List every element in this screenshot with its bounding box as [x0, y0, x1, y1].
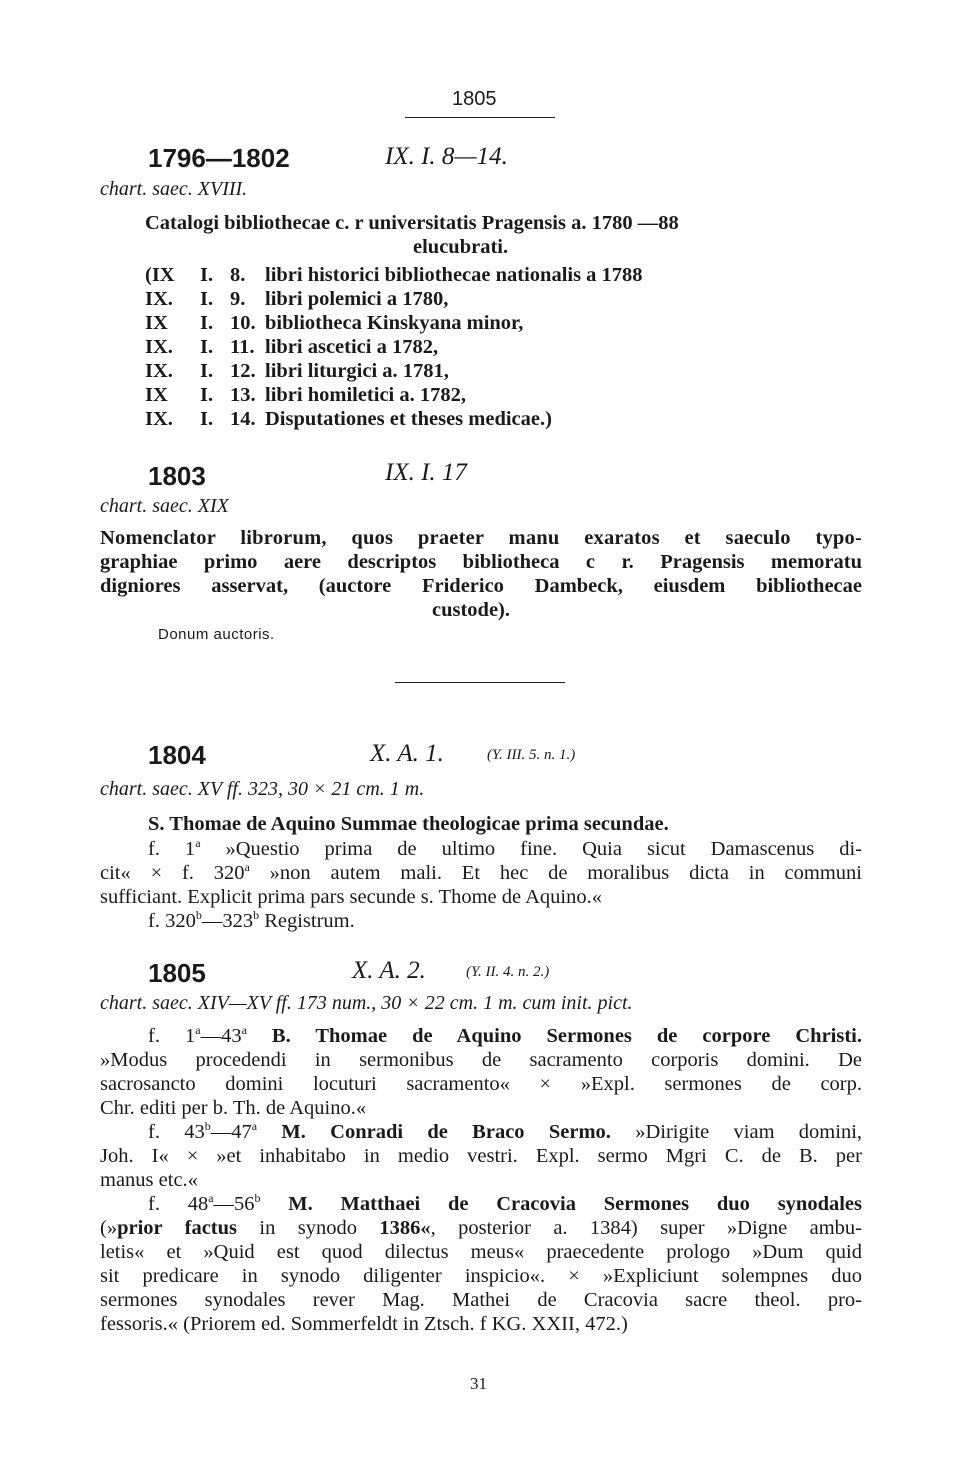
text-1805-b-head — [148, 1121, 862, 1144]
text-part: f. 43 — [148, 1121, 205, 1143]
text-1805-c-line5: sermones synodales rever Mag. Mathei de Cracovia sacre theol. pro- — [100, 1289, 862, 1311]
item-sig: IX. — [145, 360, 173, 382]
donum-note: Donum auctoris. — [158, 626, 275, 643]
text-bold: prior factus — [117, 1217, 238, 1239]
folio-sup: b — [253, 908, 260, 923]
title-1796-line2: elucubrati. — [413, 236, 509, 258]
text-bold: B. Thomae de Aquino Sermones de corpore Christi. — [246, 1025, 862, 1047]
shelfmark-1805: X. A. 2. — [352, 957, 426, 984]
item-num: 14. — [230, 408, 256, 430]
text-part: in synodo — [237, 1217, 380, 1239]
material-1805: chart. saec. XIV—XV ff. 173 num., 30 × 22 cm. 1 m. cum init. pict. — [100, 992, 633, 1014]
text-bold: M. Conradi de Braco Sermo. — [257, 1121, 611, 1143]
text-1805-c-line4: sit predicare in synodo diligenter inspicio«. × »Expliciunt solempnes duo — [100, 1265, 862, 1287]
folio-sup: a — [241, 1023, 247, 1038]
item-num: 13. — [230, 384, 256, 406]
text-1805-c-line3: letis« et »Quid est quod dilectus meus« praecedente prologo »Dum quid — [100, 1241, 862, 1263]
text-bold: 1386« — [379, 1217, 431, 1239]
text-part: Registrum. — [259, 910, 355, 932]
folio-sup: b — [254, 1191, 261, 1206]
text-1804-line1 — [148, 838, 862, 861]
text-part: (» — [100, 1217, 118, 1239]
catalog-item — [145, 360, 449, 383]
text-part: —43 — [200, 1025, 242, 1047]
folio-sup: a — [251, 1119, 258, 1134]
text-part: »Dirigite viam domini, — [610, 1121, 863, 1143]
item-num: 11. — [230, 336, 255, 358]
old-signature-1805: (Y. II. 4. n. 2.) — [466, 964, 550, 980]
item-num: 9. — [230, 288, 246, 310]
material-1803: chart. saec. XIX — [100, 495, 229, 517]
page-number: 31 — [470, 1374, 487, 1393]
old-signature-1804: (Y. III. 5. n. 1.) — [487, 747, 576, 763]
text-1805-c-line6: fessoris.« (Priorem ed. Sommerfeldt in Ztsch. f KG. XXII, 472.) — [100, 1313, 628, 1335]
entry-number-1804: 1804 — [148, 740, 206, 770]
text-part: —323 — [201, 910, 254, 932]
text-1804-line4 — [148, 910, 355, 933]
item-i: I. — [200, 336, 214, 358]
entry-number-1803: 1803 — [148, 461, 206, 491]
catalog-item — [145, 264, 643, 287]
item-sig: IX. — [145, 408, 173, 430]
item-sig: IX — [145, 312, 168, 334]
text-bold: M. Matthaei de Cracovia Sermones duo synodales — [260, 1193, 862, 1215]
folio-sup: b — [204, 1119, 211, 1134]
text-part: f. 1 — [148, 1025, 196, 1047]
item-text: libri polemici a 1780, — [265, 288, 449, 310]
item-i: I. — [200, 360, 214, 382]
item-num: 10. — [230, 312, 256, 334]
text-part: —56 — [213, 1193, 255, 1215]
catalog-item — [145, 288, 448, 311]
item-sig: IX — [145, 384, 168, 406]
text-1805-c-head — [148, 1193, 862, 1216]
section-divider — [395, 682, 565, 683]
text-part: f. 1 — [148, 838, 196, 860]
entry-number-1805: 1805 — [148, 958, 206, 988]
material-1804: chart. saec. XV ff. 323, 30 × 21 cm. 1 m. — [100, 778, 425, 800]
folio-sup: a — [244, 860, 250, 875]
text-part: , posterior a. 1384) super »Digne ambu- — [430, 1217, 862, 1239]
title-1796-line1: Catalogi bibliothecae c. r universitatis Pragensis a. 1780 —88 — [145, 212, 679, 234]
text-part: f. 320 — [148, 910, 196, 932]
catalog-item — [145, 408, 552, 431]
running-head-rule — [405, 117, 555, 118]
text-1805-b-line1: Joh. I« × »et inhabitabo in medio vestri. Expl. sermo Mgri C. de B. per — [100, 1145, 862, 1167]
item-sig: IX. — [145, 288, 173, 310]
item-num: 12. — [230, 360, 256, 382]
title-1803-line3: digniores asservat, (auctore Friderico Dambeck, eiusdem bibliothecae — [100, 575, 862, 597]
text-1804-line3: sufficiant. Explicit prima pars secunde s. Thome de Aquino.« — [100, 886, 602, 908]
item-text: libri homiletici a. 1782, — [265, 384, 466, 406]
entry-number-1796: 1796—1802 — [148, 143, 290, 173]
text-1805-a-line2: sacrosancto domini locuturi sacramento« × »Expl. sermones de corp. — [100, 1073, 862, 1095]
text-1805-b-line2: manus etc.« — [100, 1169, 198, 1191]
catalog-item — [145, 312, 523, 335]
item-i: I. — [200, 408, 214, 430]
folio-sup: a — [195, 1023, 201, 1038]
text-1805-a-line3: Chr. editi per b. Th. de Aquino.« — [100, 1097, 367, 1119]
item-i: I. — [200, 264, 214, 286]
material-1796: chart. saec. XVIII. — [100, 178, 248, 200]
text-1805-c-line2 — [100, 1217, 862, 1240]
item-text: Disputationes et theses medicae.) — [265, 408, 552, 430]
item-i: I. — [200, 384, 214, 406]
text-part: —47 — [210, 1121, 252, 1143]
item-text: bibliotheca Kinskyana minor, — [265, 312, 524, 334]
text-1805-a-line1: »Modus procedendi in sermonibus de sacramento corporis domini. De — [100, 1049, 862, 1071]
item-text: libri liturgici a. 1781, — [265, 360, 449, 382]
shelfmark-1796: IX. I. 8—14. — [385, 143, 508, 170]
item-text: libri ascetici a 1782, — [265, 336, 439, 358]
item-num: 8. — [230, 264, 246, 286]
item-text: libri historici bibliothecae nationalis a 1788 — [265, 264, 643, 286]
text-part: cit« × f. 320 — [100, 862, 245, 884]
text-part: »non autem mali. Et hec de moralibus dicta in communi — [249, 862, 862, 884]
title-1803-line4: custode). — [432, 599, 511, 621]
shelfmark-1804: X. A. 1. — [370, 740, 444, 767]
folio-sup: b — [195, 908, 202, 923]
text-part: f. 48 — [148, 1193, 209, 1215]
item-i: I. — [200, 288, 214, 310]
shelfmark-1803: IX. I. 17 — [385, 459, 467, 486]
folio-sup: a — [208, 1191, 214, 1206]
title-1803-line1: Nomenclator librorum, quos praeter manu exaratos et saeculo typo- — [100, 527, 862, 549]
text-1804-line2 — [100, 862, 862, 885]
running-head: 1805 — [452, 88, 497, 110]
text-part: »Questio prima de ultimo fine. Quia sicut Damascenus di- — [200, 838, 863, 860]
folio-sup: a — [195, 836, 201, 851]
item-sig: (IX — [145, 264, 175, 286]
item-i: I. — [200, 312, 214, 334]
catalog-item — [145, 336, 438, 359]
title-1804: S. Thomae de Aquino Summae theologicae prima secundae. — [148, 813, 669, 835]
text-1805-a-head — [148, 1025, 862, 1048]
item-sig: IX. — [145, 336, 173, 358]
title-1803-line2: graphiae primo aere descriptos bibliotheca c r. Pragensis memoratu — [100, 551, 862, 573]
catalog-item — [145, 384, 466, 407]
